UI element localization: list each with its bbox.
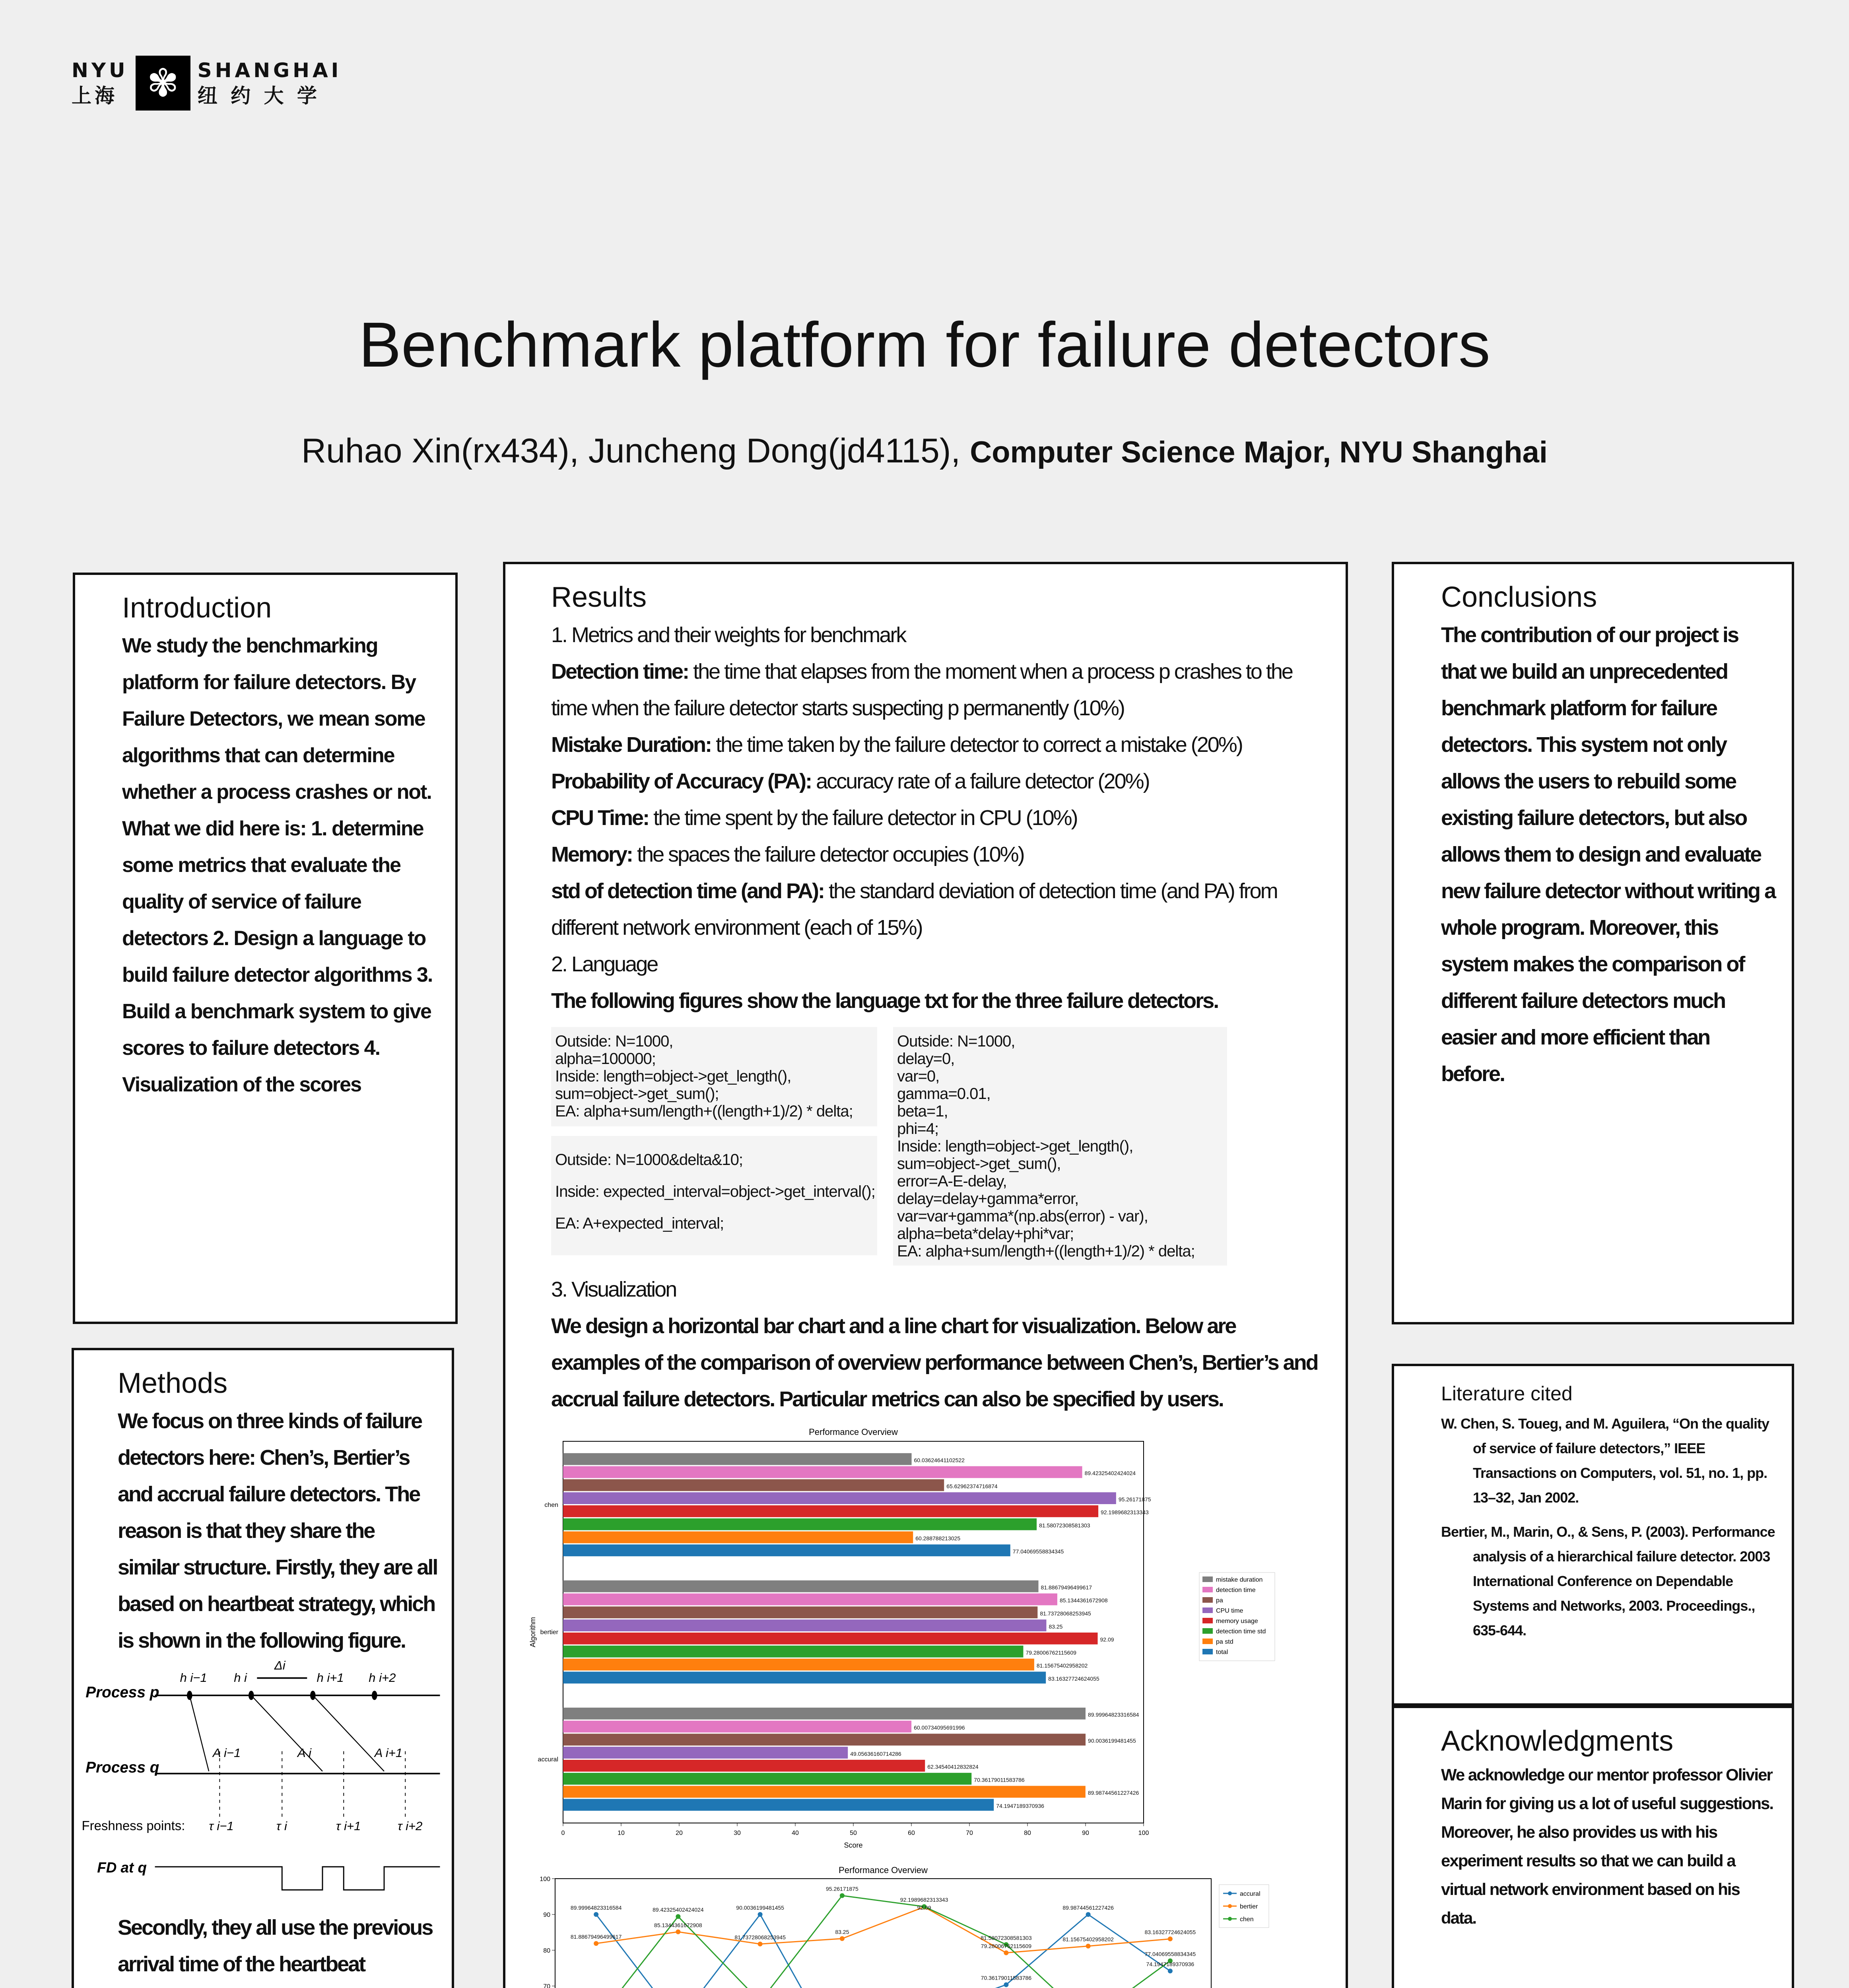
bar: [563, 1786, 1086, 1798]
methods-heading: Methods: [118, 1367, 228, 1399]
language-intro: The following figures show the language txt for the three failure detectors.: [551, 989, 1218, 1013]
bar-value-label: 83.25: [1049, 1623, 1063, 1630]
h-label: h i+1: [317, 1671, 344, 1685]
metric-desc: the spaces the failure detector occupies (10%): [632, 843, 1024, 866]
a-label: A i−1: [212, 1746, 241, 1760]
bar-value-label: 60.03624641102522: [914, 1457, 965, 1464]
x-tick-label: 50: [850, 1830, 857, 1837]
tau-label: τ i−1: [209, 1819, 234, 1833]
legend-label: chen: [1240, 1916, 1254, 1923]
metric-desc: accuracy rate of a failure detector (20%): [811, 769, 1149, 793]
bar-value-label: 92.09: [1100, 1636, 1114, 1643]
conclusions-panel: [1392, 562, 1794, 1324]
legend-marker: [1228, 1917, 1232, 1921]
data-point: [594, 1941, 598, 1946]
data-label: 79.28006762115609: [981, 1943, 1032, 1949]
bar-value-label: 81.15675402958202: [1036, 1662, 1088, 1669]
x-axis-label: Score: [844, 1841, 863, 1849]
introduction-heading: Introduction: [122, 592, 272, 624]
bar: [563, 1466, 1082, 1478]
metric-item: [551, 653, 1322, 726]
tau-label: τ i+1: [336, 1819, 361, 1833]
data-label: 74.1947189370936: [1146, 1961, 1194, 1968]
data-point: [1168, 1969, 1173, 1973]
results-heading: Results: [551, 581, 647, 613]
bar: [563, 1532, 913, 1543]
message-arrow: [313, 1695, 384, 1771]
bar-value-label: 89.98744561227426: [1088, 1790, 1139, 1796]
bar-value-label: 81.88679496499617: [1041, 1584, 1092, 1591]
bar-value-label: 65.62962374716874: [946, 1483, 998, 1490]
legend-swatch: [1202, 1597, 1213, 1603]
metric-item: [551, 836, 1322, 873]
y-tick-label: 80: [543, 1947, 550, 1954]
x-tick-label: 70: [966, 1830, 973, 1837]
data-point: [1168, 1937, 1173, 1941]
metric-item: [551, 873, 1322, 946]
message-arrow: [251, 1695, 322, 1771]
y-axis-label: Algorithm: [529, 1617, 537, 1648]
bar: [563, 1646, 1023, 1658]
conclusions-heading: Conclusions: [1441, 581, 1597, 613]
metric-name: Mistake Duration:: [551, 733, 711, 757]
bar-value-label: 92.1989682313343: [1101, 1509, 1149, 1516]
freshness-label: Freshness points:: [82, 1818, 185, 1833]
bar-chart: [523, 1421, 1279, 1859]
bar-value-label: 62.34540412832824: [927, 1763, 979, 1770]
bar-value-label: 49.05636160714286: [850, 1750, 901, 1757]
bar: [563, 1747, 848, 1759]
logo-cn-right: 纽 约 大 学: [197, 84, 320, 107]
data-label: 92.09: [917, 1905, 931, 1911]
code-chen: Outside: N=1000, alpha=100000; Inside: length=object->get_length(), sum=object->get_sum(); EA: alpha+sum/length+((length+1)/2) * delta;: [551, 1027, 877, 1126]
data-point: [1004, 1982, 1008, 1987]
metric-item: [551, 763, 1322, 800]
code-samples: [551, 1027, 1322, 1266]
x-tick-label: 0: [561, 1830, 565, 1837]
x-tick-label: 40: [792, 1830, 799, 1837]
bar-value-label: 89.42325402424024: [1084, 1470, 1136, 1477]
data-label: 89.42325402424024: [653, 1906, 704, 1913]
visualization-text: We design a horizontal bar chart and a line chart for visualization. Below are examples of the comparison of overview performance between Chen’s, Bertier’s and accrual failure detectors. Particular metrics can also be specified by users.: [551, 1314, 1318, 1411]
category-tick-label: bertier: [540, 1629, 558, 1636]
literature-heading: Literature cited: [1441, 1382, 1573, 1405]
metric-desc: the time taken by the failure detector to correct a mistake (20%): [711, 733, 1242, 757]
bar: [563, 1580, 1039, 1592]
metric-item: [551, 726, 1322, 763]
legend-label: memory usage: [1216, 1618, 1258, 1625]
a-label: A i+1: [374, 1746, 403, 1760]
logo-left: [72, 58, 128, 109]
logo-cn-left: 上海: [72, 84, 118, 107]
introduction-panel: [73, 573, 458, 1324]
logo-shanghai: SHANGHAI: [197, 59, 342, 82]
legend-swatch: [1202, 1587, 1213, 1592]
h-label: h i: [234, 1671, 247, 1685]
data-label: 83.16327724624055: [1144, 1929, 1196, 1936]
data-point: [1004, 1950, 1008, 1955]
data-label: 81.58072308581303: [981, 1934, 1032, 1941]
acknowledgments-panel: [1392, 1706, 1794, 1988]
conclusions-text: The contribution of our project is that we build an unprecedented benchmark platform for failure detectors. This system not only allows the users to rebuild some existing failure detectors, but also allows them to design and evaluate new failure detector without writing a whole program. Moreover, this system makes the comparison of different failure detectors much easier and more efficient than before.: [1441, 623, 1775, 1086]
x-tick-label: 20: [676, 1830, 683, 1837]
x-tick-label: 80: [1024, 1830, 1031, 1837]
bar: [563, 1633, 1098, 1644]
legend-label: total: [1216, 1649, 1228, 1656]
bar-value-label: 90.0036199481455: [1088, 1738, 1136, 1744]
bar: [563, 1760, 925, 1772]
metric-name: Probability of Accuracy (PA):: [551, 769, 812, 793]
legend-marker: [1228, 1891, 1232, 1895]
bar: [563, 1492, 1116, 1504]
category-tick-label: accural: [538, 1756, 558, 1763]
legend-label: detection time std: [1216, 1628, 1266, 1635]
legend-label: detection time: [1216, 1587, 1256, 1594]
methods-panel: [72, 1348, 454, 1988]
bar: [563, 1544, 1010, 1556]
metric-name: Memory:: [551, 843, 633, 866]
metrics-subheading: 1. Metrics and their weights for benchmark: [551, 623, 906, 647]
h-label: h i−1: [180, 1671, 207, 1685]
legend-swatch: [1202, 1649, 1213, 1654]
data-label: 81.73728068253945: [734, 1934, 786, 1941]
bar-value-label: 81.58072308581303: [1039, 1522, 1090, 1529]
methods-text-2: Secondly, they all use the previous arrival time of the heartbeat: [118, 1916, 433, 1976]
bar: [563, 1594, 1057, 1606]
metric-name: Detection time:: [551, 660, 689, 683]
data-point: [758, 1912, 763, 1917]
bar-value-label: 77.04069558834345: [1012, 1548, 1064, 1555]
process-q-label: Process q: [85, 1759, 159, 1776]
data-label: 83.25: [835, 1928, 849, 1935]
tau-label: τ i: [276, 1819, 287, 1833]
bar-value-label: 89.99964823316584: [1088, 1711, 1139, 1718]
x-tick-label: 100: [1138, 1830, 1149, 1837]
metric-name: CPU Time:: [551, 806, 649, 830]
bar-value-label: 95.26171875: [1118, 1496, 1151, 1503]
bar-value-label: 83.16327724624055: [1048, 1675, 1099, 1682]
legend-label: pa: [1216, 1597, 1223, 1604]
legend-label: accural: [1240, 1891, 1261, 1897]
introduction-text: We study the benchmarking platform for failure detectors. By Failure Detectors, we mean some algorithms that can determine whether a process crashes or not. What we did here is: 1. determine some metrics that evaluate the quality of service of failure detectors 2. Design a language to build failure detector algorithms 3. Build a benchmark system to give scores to failure detectors 4. Visualization of the scores: [122, 634, 433, 1096]
y-tick-label: 70: [543, 1983, 550, 1988]
bar: [563, 1708, 1086, 1720]
x-tick-label: 90: [1082, 1830, 1089, 1837]
language-subheading: 2. Language: [551, 952, 658, 976]
visualization-subheading: 3. Visualization: [551, 1277, 676, 1301]
data-point: [1086, 1944, 1091, 1949]
h-label: h i+2: [369, 1671, 396, 1685]
chart-title: Performance Overview: [809, 1427, 898, 1437]
code-accrual: Outside: N=1000&delta&10; Inside: expected_interval=object->get_interval(); EA: A+expected_interval;: [551, 1136, 877, 1255]
bar: [563, 1619, 1046, 1631]
data-point: [1086, 1912, 1091, 1917]
data-point: [676, 1914, 680, 1919]
bar-value-label: 79.28006762115609: [1025, 1649, 1076, 1656]
data-label: 92.1989682313343: [900, 1897, 948, 1903]
reference-item: Bertier, M., Marin, O., & Sens, P. (2003). Performance analysis of a hierarchical failure detector. 2003 International Conference on Dependable Systems and Networks, 2003. Proceedings., 635-644.: [1441, 1524, 1775, 1639]
data-label: 90.0036199481455: [736, 1904, 784, 1911]
legend-label: CPU time: [1216, 1607, 1243, 1614]
chart-title: Performance Overview: [839, 1865, 928, 1875]
a-label: A i: [297, 1746, 312, 1760]
bar: [563, 1721, 911, 1733]
bar: [563, 1734, 1086, 1745]
literature-panel: [1392, 1364, 1794, 1706]
data-label: 70.36179011583786: [981, 1974, 1032, 1981]
nyu-shanghai-logo: [72, 56, 342, 111]
y-tick-label: 90: [543, 1912, 550, 1918]
fd-signal: [155, 1867, 440, 1890]
metrics-list: [551, 653, 1322, 946]
bar-value-label: 81.73728068253945: [1040, 1610, 1091, 1617]
bar: [563, 1505, 1098, 1517]
bar-value-label: 70.36179011583786: [974, 1776, 1025, 1783]
legend-label: bertier: [1240, 1903, 1258, 1910]
authors: Ruhao Xin(rx434), Juncheng Dong(jd4115),: [301, 432, 961, 470]
x-tick-label: 10: [618, 1830, 625, 1837]
results-panel: [503, 562, 1348, 1988]
category-tick-label: chen: [544, 1502, 558, 1508]
delta-label: Δi: [274, 1659, 286, 1673]
acknowledgments-text: We acknowledge our mentor professor Olivier Marin for giving us a lot of useful suggestions. Moreover, he also provides us with his experiment results so that we can build a virtual network environment based on his data.: [1441, 1765, 1773, 1927]
poster-title: Benchmark platform for failure detectors: [359, 309, 1490, 380]
code-column-left: [551, 1027, 877, 1266]
affiliation: Computer Science Major, NYU Shanghai: [970, 435, 1548, 469]
bar: [563, 1659, 1034, 1671]
bar: [563, 1518, 1037, 1530]
data-point: [676, 1930, 680, 1934]
metric-desc: the time spent by the failure detector in CPU (10%): [649, 806, 1077, 830]
bar-value-label: 85.1344361672908: [1059, 1597, 1108, 1604]
bar-value-label: 60.00734095691996: [914, 1724, 965, 1731]
acknowledgments-heading: Acknowledgments: [1441, 1725, 1674, 1757]
bar: [563, 1453, 912, 1465]
bar: [563, 1479, 944, 1491]
legend-swatch: [1202, 1576, 1213, 1582]
data-point: [840, 1893, 845, 1898]
bar: [563, 1672, 1046, 1683]
metric-desc: the standard deviation of detection time (and PA) from different network environment (each of 15%): [551, 879, 1277, 940]
legend-swatch: [1202, 1628, 1213, 1634]
data-point: [840, 1936, 845, 1941]
code-bertier: Outside: N=1000, delay=0, var=0, gamma=0.01, beta=1, phi=4; Inside: length=object->get_length(), sum=object->get_sum(), error=A-E-delay, delay=delay+gamma*error, var=var+gamma*(np.abs(error) - var), alpha=beta*delay+phi*var; EA: alpha+sum/length+((length+1)/2) * delta;: [893, 1027, 1227, 1266]
data-label: 77.04069558834345: [1144, 1951, 1196, 1957]
bar-value-label: 74.1947189370936: [996, 1803, 1044, 1809]
bar-value-label: 60.288788213025: [915, 1535, 961, 1542]
methods-text-1: We focus on three kinds of failure detectors here: Chen’s, Bertier’s and accrual failure detectors. The reason is that they share the similar structure. Firstly, they are all based on heartbeat strategy, which is shown in the following figure.: [118, 1409, 437, 1652]
fd-label: FD at q: [97, 1859, 147, 1876]
data-label: 89.99964823316584: [570, 1905, 622, 1911]
metric-desc: the time that elapses from the moment when a process p crashes to the time when the failure detector starts suspecting p permanently (10%): [551, 660, 1292, 720]
message-arrow: [190, 1695, 209, 1771]
data-point: [594, 1912, 598, 1917]
line-chart: [519, 1863, 1287, 1988]
bar: [563, 1773, 971, 1785]
legend-label: mistake duration: [1216, 1576, 1263, 1583]
heartbeat-dot: [372, 1691, 377, 1700]
data-label: 81.88679496499617: [570, 1934, 622, 1940]
logo-nyu: NYU: [72, 59, 128, 82]
x-tick-label: 30: [734, 1830, 741, 1837]
legend-swatch: [1202, 1639, 1213, 1644]
legend-box: [1199, 1573, 1275, 1661]
bar: [563, 1606, 1037, 1618]
author-line: [0, 431, 1849, 471]
data-label: 85.1344361672908: [654, 1922, 702, 1928]
reference-item: W. Chen, S. Toueg, and M. Aguilera, “On the quality of service of failure detectors,” IEEE Transactions on Computers, vol. 51, no. 1, pp. 13–32, Jan 2002.: [1441, 1415, 1769, 1506]
torch-emblem-icon: ✾: [136, 56, 190, 111]
data-point: [758, 1941, 763, 1946]
y-tick-label: 100: [540, 1876, 550, 1883]
data-label: 81.15675402958202: [1062, 1936, 1114, 1943]
process-p-label: Process p: [85, 1683, 159, 1701]
heartbeat-diagram: [76, 1659, 446, 1905]
data-label: 95.26171875: [825, 1885, 858, 1892]
x-tick-label: 60: [908, 1830, 915, 1837]
tau-label: τ i+2: [397, 1819, 423, 1833]
logo-right: [198, 58, 342, 109]
legend-label: pa std: [1216, 1639, 1233, 1645]
legend-swatch: [1202, 1618, 1213, 1623]
legend-marker: [1228, 1904, 1232, 1908]
bar: [563, 1799, 994, 1811]
metric-name: std of detection time (and PA):: [551, 879, 824, 903]
legend-swatch: [1202, 1607, 1213, 1613]
data-label: 89.98744561227426: [1062, 1905, 1114, 1911]
metric-item: [551, 800, 1322, 836]
